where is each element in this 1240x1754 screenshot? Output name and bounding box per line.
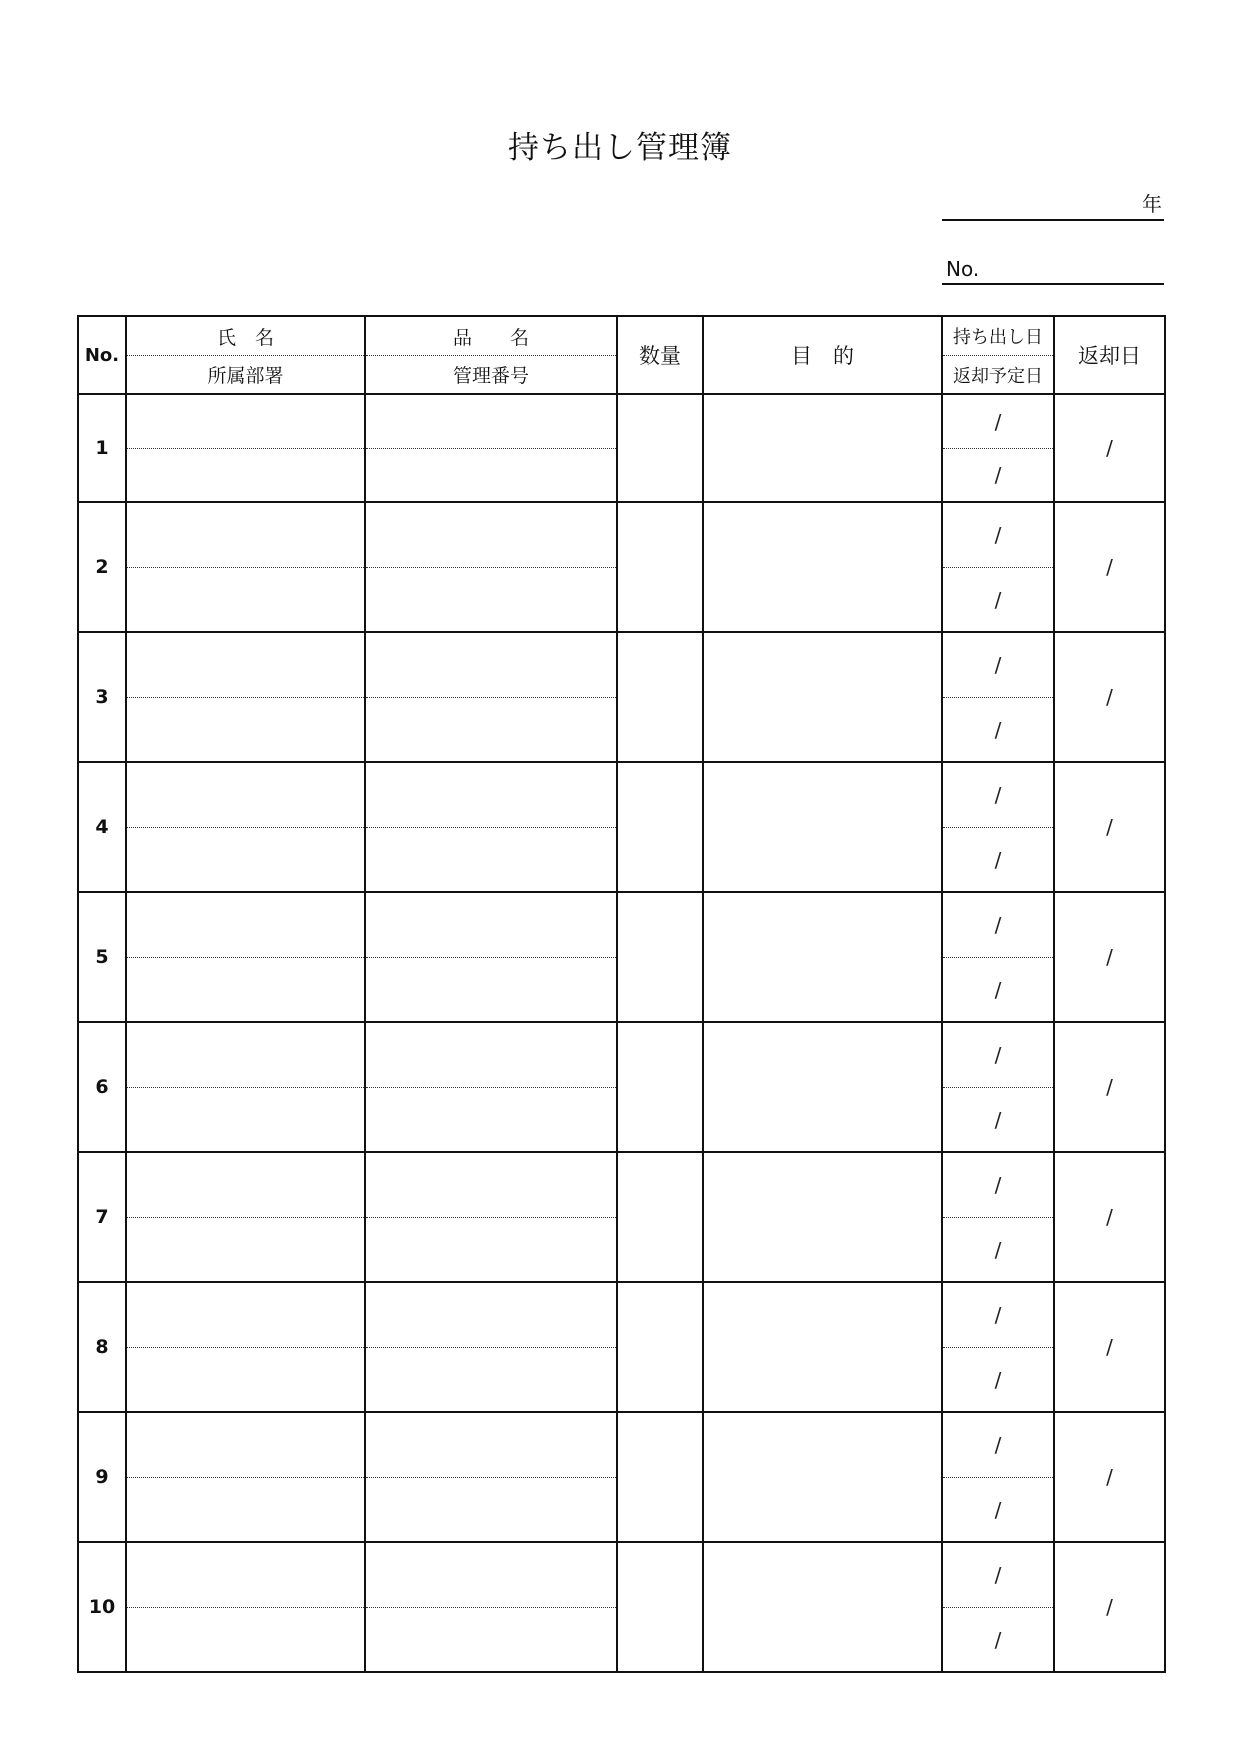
- name-cell[interactable]: [126, 892, 365, 958]
- header-return-date: 返却日: [1054, 316, 1165, 394]
- control-number-cell[interactable]: [365, 1478, 617, 1543]
- quantity-cell[interactable]: [617, 1152, 703, 1282]
- department-cell[interactable]: [126, 1088, 365, 1153]
- control-number-cell[interactable]: [365, 1608, 617, 1673]
- checkout-date-cell[interactable]: /: [942, 502, 1054, 568]
- quantity-cell[interactable]: [617, 1282, 703, 1412]
- checkout-date-cell[interactable]: /: [942, 1022, 1054, 1088]
- name-cell[interactable]: [126, 502, 365, 568]
- return-date-cell[interactable]: /: [1054, 1022, 1165, 1152]
- quantity-cell[interactable]: [617, 762, 703, 892]
- table-row: [78, 1152, 1165, 1218]
- department-cell[interactable]: [126, 698, 365, 763]
- return-date-cell[interactable]: /: [1054, 394, 1165, 502]
- planned-return-date-cell[interactable]: /: [942, 1348, 1054, 1413]
- quantity-cell[interactable]: [617, 502, 703, 632]
- name-cell[interactable]: [126, 762, 365, 828]
- table-row: [78, 892, 1165, 958]
- purpose-cell[interactable]: [703, 762, 942, 892]
- return-date-cell[interactable]: /: [1054, 1542, 1165, 1672]
- purpose-cell[interactable]: [703, 1542, 942, 1672]
- item-name-cell[interactable]: [365, 1542, 617, 1608]
- return-date-cell[interactable]: /: [1054, 1152, 1165, 1282]
- purpose-cell[interactable]: [703, 632, 942, 762]
- planned-return-date-cell[interactable]: /: [942, 1478, 1054, 1543]
- checkout-date-cell[interactable]: /: [942, 394, 1054, 449]
- row-number: 6: [78, 1022, 126, 1152]
- control-number-cell[interactable]: [365, 1218, 617, 1283]
- table-row: [78, 1022, 1165, 1088]
- item-name-cell[interactable]: [365, 892, 617, 958]
- item-name-cell[interactable]: [365, 1022, 617, 1088]
- name-cell[interactable]: [126, 1152, 365, 1218]
- planned-return-date-cell[interactable]: /: [942, 1608, 1054, 1673]
- item-name-cell[interactable]: [365, 632, 617, 698]
- checkout-date-cell[interactable]: /: [942, 632, 1054, 698]
- name-cell[interactable]: [126, 632, 365, 698]
- quantity-cell[interactable]: [617, 1542, 703, 1672]
- name-cell[interactable]: [126, 394, 365, 449]
- header-control-number: 管理番号: [365, 356, 617, 395]
- department-cell[interactable]: [126, 568, 365, 633]
- header-name: 氏 名: [126, 316, 365, 356]
- name-cell[interactable]: [126, 1282, 365, 1348]
- page-title: 持ち出し管理簿: [508, 130, 732, 166]
- purpose-cell[interactable]: [703, 1412, 942, 1542]
- number-field[interactable]: [942, 257, 1164, 285]
- checkout-date-cell[interactable]: /: [942, 1152, 1054, 1218]
- planned-return-date-cell[interactable]: /: [942, 568, 1054, 633]
- row-number: 10: [78, 1542, 126, 1672]
- table-row: [78, 1412, 1165, 1478]
- control-number-cell[interactable]: [365, 1348, 617, 1413]
- table-row: [78, 1282, 1165, 1348]
- control-number-cell[interactable]: [365, 698, 617, 763]
- department-cell[interactable]: [126, 1608, 365, 1673]
- name-cell[interactable]: [126, 1022, 365, 1088]
- department-cell[interactable]: [126, 1478, 365, 1543]
- purpose-cell[interactable]: [703, 1282, 942, 1412]
- table-row: [78, 1542, 1165, 1608]
- department-cell[interactable]: [126, 828, 365, 893]
- planned-return-date-cell[interactable]: /: [942, 1088, 1054, 1153]
- checkout-date-cell[interactable]: /: [942, 1282, 1054, 1348]
- header-no: No.: [78, 316, 126, 394]
- control-number-cell[interactable]: [365, 568, 617, 633]
- row-number: 2: [78, 502, 126, 632]
- header-item: 品 名: [365, 316, 617, 356]
- purpose-cell[interactable]: [703, 502, 942, 632]
- purpose-cell[interactable]: [703, 892, 942, 1022]
- return-date-cell[interactable]: /: [1054, 1282, 1165, 1412]
- planned-return-date-cell[interactable]: /: [942, 698, 1054, 763]
- row-number: 4: [78, 762, 126, 892]
- quantity-cell[interactable]: [617, 1022, 703, 1152]
- department-cell[interactable]: [126, 958, 365, 1023]
- item-name-cell[interactable]: [365, 502, 617, 568]
- checkout-ledger-table: [77, 315, 1166, 1673]
- planned-return-date-cell[interactable]: /: [942, 958, 1054, 1023]
- return-date-cell[interactable]: /: [1054, 502, 1165, 632]
- checkout-date-cell[interactable]: /: [942, 1412, 1054, 1478]
- checkout-date-cell[interactable]: /: [942, 1542, 1054, 1608]
- row-number: 7: [78, 1152, 126, 1282]
- control-number-cell[interactable]: [365, 828, 617, 893]
- control-number-cell[interactable]: [365, 449, 617, 503]
- table-row: [78, 394, 1165, 449]
- quantity-cell[interactable]: [617, 632, 703, 762]
- checkout-date-cell[interactable]: /: [942, 892, 1054, 958]
- header-checkout-date: 持ち出し日: [942, 316, 1054, 356]
- department-cell[interactable]: [126, 449, 365, 503]
- return-date-cell[interactable]: /: [1054, 892, 1165, 1022]
- row-number: 1: [78, 394, 126, 502]
- planned-return-date-cell[interactable]: /: [942, 1218, 1054, 1283]
- return-date-cell[interactable]: /: [1054, 632, 1165, 762]
- purpose-cell[interactable]: [703, 394, 942, 502]
- return-date-cell[interactable]: /: [1054, 762, 1165, 892]
- control-number-cell[interactable]: [365, 958, 617, 1023]
- number-label: No.: [946, 257, 980, 281]
- row-number: 3: [78, 632, 126, 762]
- item-name-cell[interactable]: [365, 1152, 617, 1218]
- purpose-cell[interactable]: [703, 1022, 942, 1152]
- header-department: 所属部署: [126, 356, 365, 395]
- quantity-cell[interactable]: [617, 892, 703, 1022]
- department-cell[interactable]: [126, 1218, 365, 1283]
- item-name-cell[interactable]: [365, 1412, 617, 1478]
- year-field[interactable]: [942, 193, 1164, 221]
- quantity-cell[interactable]: [617, 1412, 703, 1542]
- name-cell[interactable]: [126, 1412, 365, 1478]
- department-cell[interactable]: [126, 1348, 365, 1413]
- table-row: [78, 762, 1165, 828]
- table-row: [78, 502, 1165, 568]
- header-planned-return-date: 返却予定日: [942, 356, 1054, 395]
- control-number-cell[interactable]: [365, 1088, 617, 1153]
- item-name-cell[interactable]: [365, 394, 617, 449]
- table-row: [78, 632, 1165, 698]
- item-name-cell[interactable]: [365, 1282, 617, 1348]
- return-date-cell[interactable]: /: [1054, 1412, 1165, 1542]
- planned-return-date-cell[interactable]: /: [942, 449, 1054, 503]
- row-number: 8: [78, 1282, 126, 1412]
- purpose-cell[interactable]: [703, 1152, 942, 1282]
- quantity-cell[interactable]: [617, 394, 703, 502]
- header-purpose: 目 的: [703, 316, 942, 394]
- header-quantity: 数量: [617, 316, 703, 394]
- planned-return-date-cell[interactable]: /: [942, 828, 1054, 893]
- row-number: 9: [78, 1412, 126, 1542]
- item-name-cell[interactable]: [365, 762, 617, 828]
- name-cell[interactable]: [126, 1542, 365, 1608]
- row-number: 5: [78, 892, 126, 1022]
- year-label: 年: [1142, 192, 1162, 216]
- checkout-date-cell[interactable]: /: [942, 762, 1054, 828]
